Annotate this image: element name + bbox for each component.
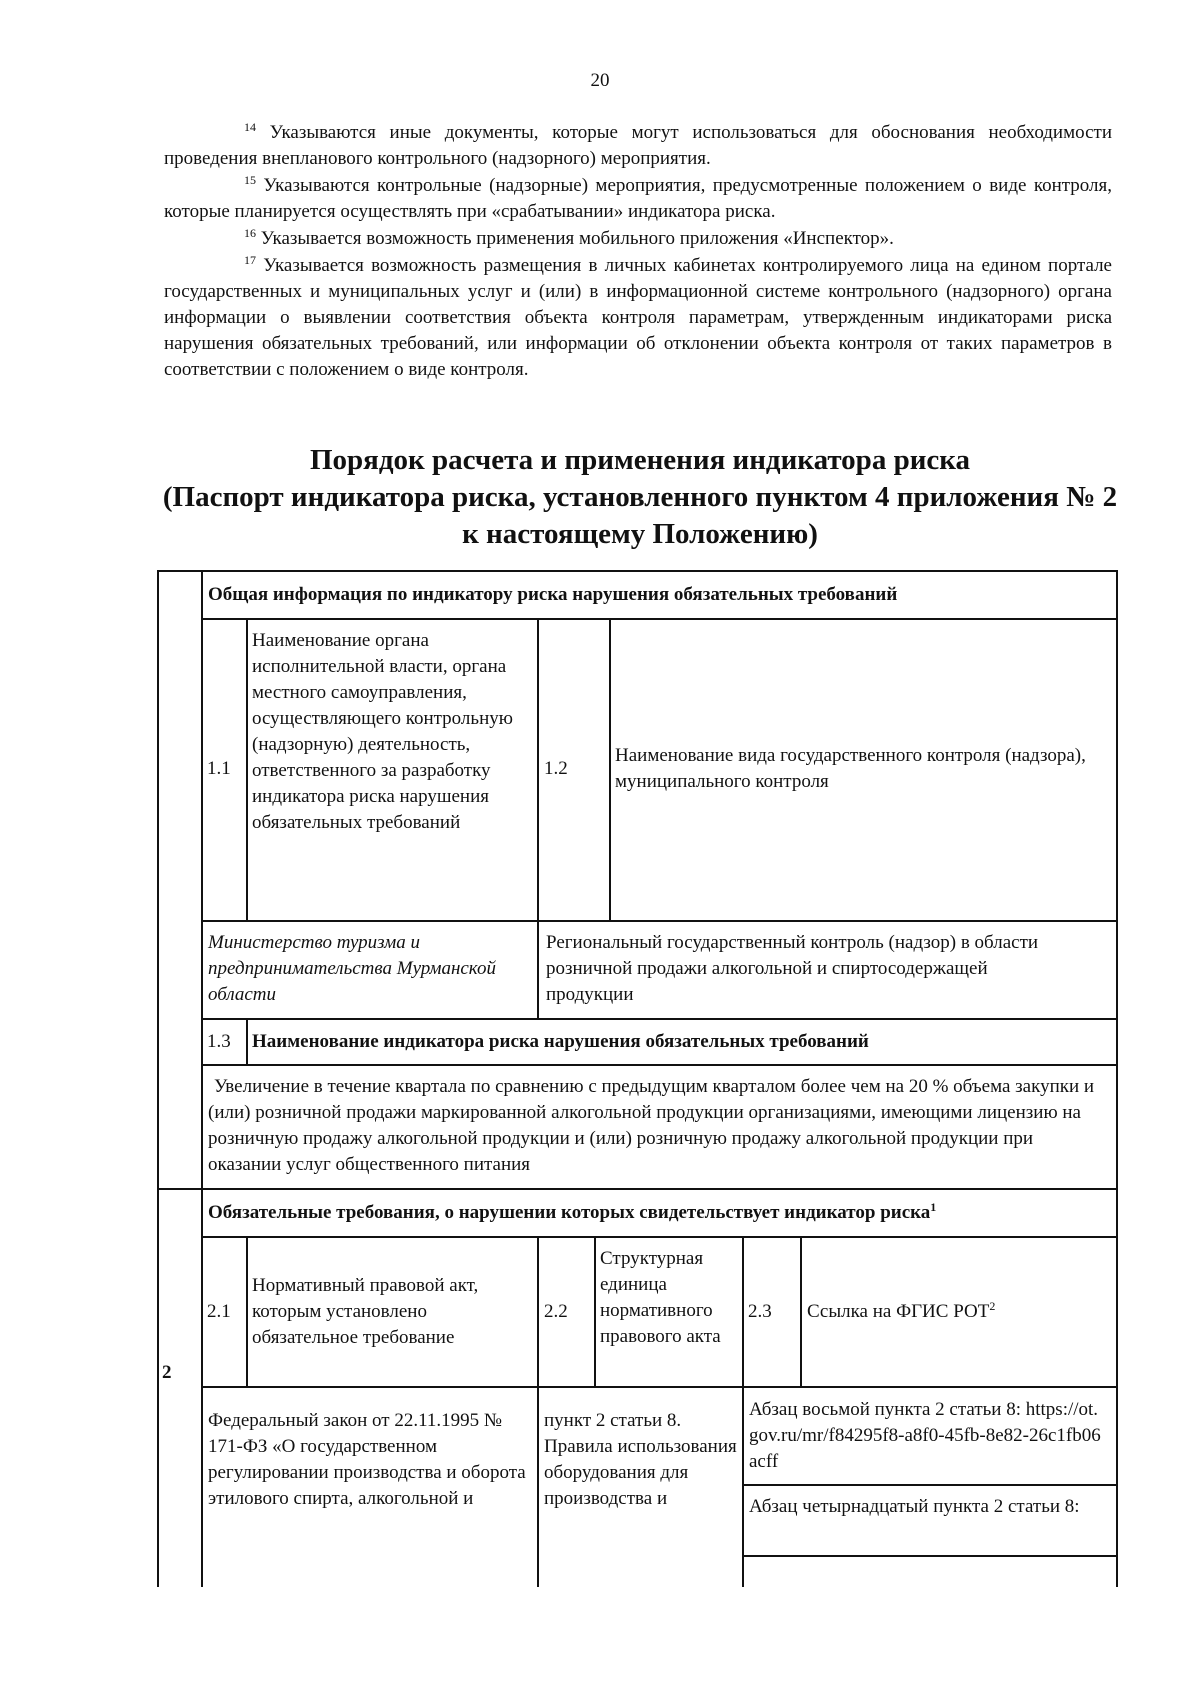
heading-line-2: (Паспорт индикатора риска, установленного пунктом 4 приложения № 2 [162,481,1118,513]
heading-line-1: Порядок расчета и применения индикатора риска [309,444,971,476]
section2-row-number: 2 [162,1362,172,1383]
item-2-3-value-a: Абзац восьмой пункта 2 статьи 8: https://ot.gov.ru/mr/f84295f8-a8f0-45fb-8e82-26c1fb06acff [749,1399,1101,1472]
item-2-3-number: 2.3 [748,1301,772,1322]
item-1-2-number: 1.2 [544,758,568,779]
heading-line-3: к настоящему Положению) [462,518,818,550]
section1-title: Общая информация по индикатору риска нарушения обязательных требований [208,584,898,605]
item-2-2-value: пункт 2 статьи 8. Правила использования оборудования для производства и [544,1410,737,1509]
item-1-1-value: Министерство туризма и предпринимательства Мурманской области [208,932,496,1005]
footnote-15: $^{15}$ Указываются контрольные (надзорные) мероприятия, предусмотренные положением о виде контроля, которые планируется осуществлять при «срабатывании» индикатора риска. [164,173,1113,222]
item-2-2-label: Структурная единица нормативного правового акта [600,1248,721,1347]
item-2-1-number: 2.1 [207,1301,231,1322]
page-number: 20 [590,70,610,91]
item-2-1-value: Федеральный закон от 22.11.1995 № 171-ФЗ «О государственном регулировании производства и оборота этилового спирта, алкогольной и [208,1410,526,1509]
footnote-14: $^{14}$ Указываются иные документы, которые могут использоваться для обоснования необходимости проведения внепланового контрольного (надзорного) мероприятия. [164,120,1113,169]
footnote-17: $^{17}$ Указывается возможность размещения в личных кабинетах контролируемого лица на едином портале государственных и муниципальных услуг и (или) в информационной системе контрольного (надзорного) органа информации о выявлении соответствия объекта контроля параметрам, утвержденным индикаторами риска нарушения обязательных требований, или информации об отклонении объекта контроля от таких параметров в соответствии с положением о виде контроля. [164,253,1112,380]
item-1-3-label: Наименование индикатора риска нарушения обязательных требований [252,1031,869,1052]
item-1-1-label: Наименование органа исполнительной власти, органа местного самоуправления, осуществляющего контрольную (надзорную) деятельность, ответственного за разработку индикатора риска нарушения обязательных требований [252,630,513,833]
footnote-16: $^{16}$ Указывается возможность применения мобильного приложения «Инспектор». [244,226,894,249]
item-1-2-value: Региональный государственный контроль (надзор) в области розничной продажи алкогольной и спиртосодержащей продукции [546,932,1039,1005]
section2-title: Обязательные требования, о нарушении которых свидетельствует индикатор риска$^1$ [208,1200,937,1223]
item-2-3-value-b: Абзац четырнадцатый пункта 2 статьи 8: [749,1496,1080,1517]
item-2-2-number: 2.2 [544,1301,568,1322]
item-1-3-value: Увеличение в течение квартала по сравнению с предыдущим кварталом более чем на 20 % объема закупки и (или) розничной продажи маркированной алкогольной продукции организациями, имеющими лицензию на розничную продажу алкогольной продукции и (или) розничную продажу алкогольной продукции при оказании услуг общественного питания [208,1076,1095,1175]
item-1-1-number: 1.1 [207,758,231,779]
item-2-1-label: Нормативный правовой акт, которым установлено обязательное требование [252,1275,479,1348]
item-1-2-label: Наименование вида государственного контроля (надзора), муниципального контроля [615,745,1086,792]
footnotes [164,120,1112,384]
item-2-3-label: Ссылка на ФГИС РОТ$^2$ [807,1299,996,1322]
section-heading [150,442,1130,553]
item-1-3-number: 1.3 [207,1031,231,1052]
